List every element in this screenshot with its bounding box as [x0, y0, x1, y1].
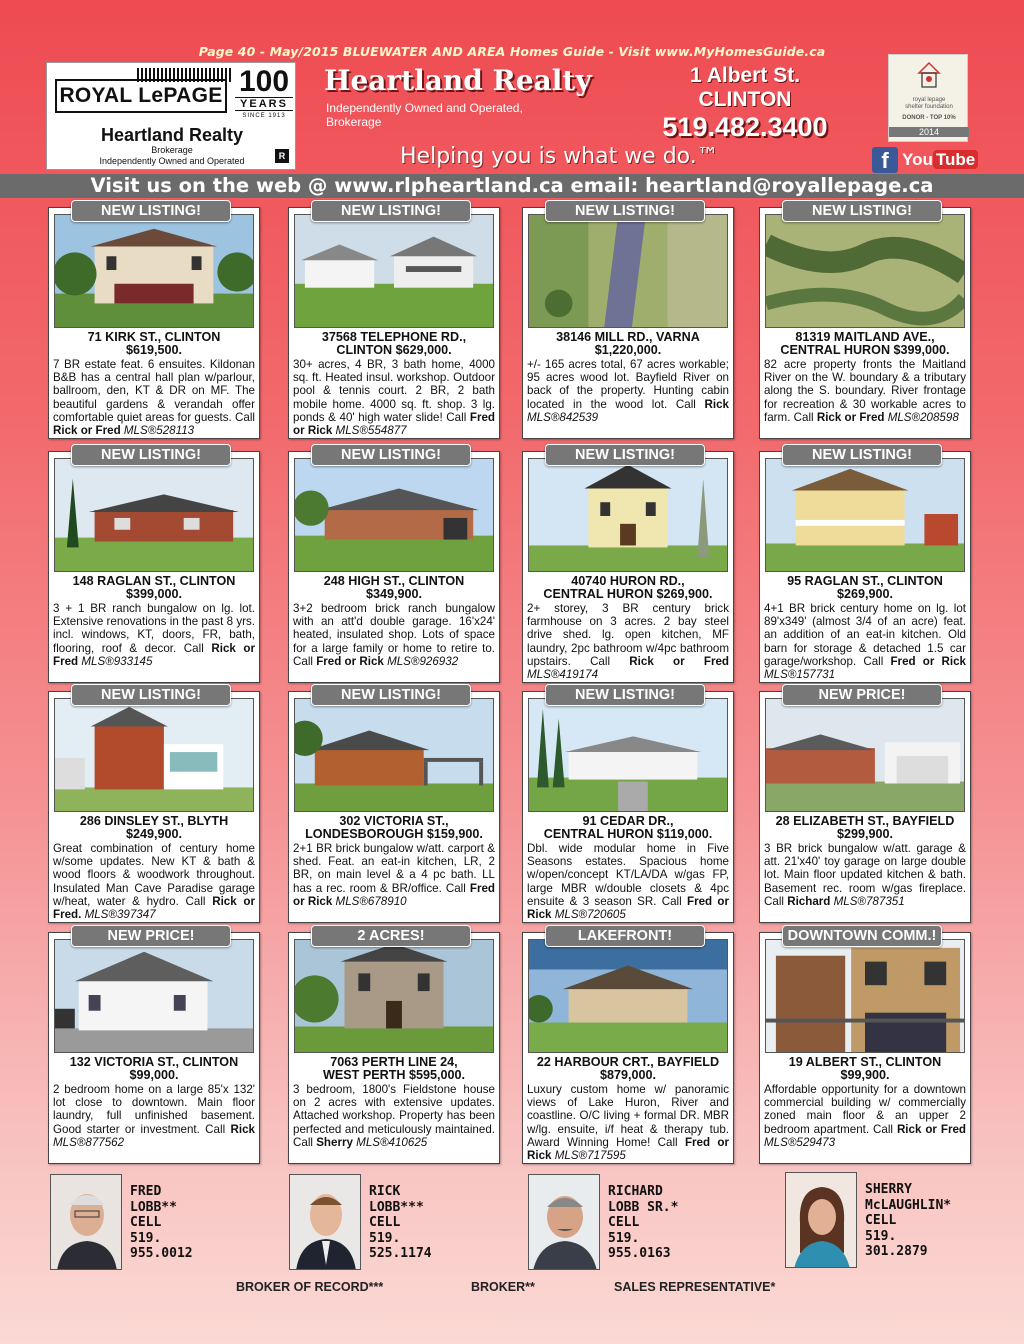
- listing-title: [53, 815, 255, 841]
- listing-photo[interactable]: [54, 458, 254, 572]
- listing-tag: NEW LISTING!: [71, 200, 231, 222]
- listing-description: [527, 1083, 729, 1162]
- listing-mls: MLS®717595: [551, 1149, 626, 1163]
- listing-tag: NEW LISTING!: [545, 444, 705, 466]
- listing-card[interactable]: [288, 203, 500, 439]
- listing-contact: Richard: [787, 894, 831, 908]
- agent-info: [130, 1184, 230, 1262]
- listing-address: 248 HIGH ST., CLINTON: [323, 574, 465, 588]
- listing-card[interactable]: [288, 928, 500, 1164]
- listing-title: [527, 1056, 729, 1082]
- listing-contact: Sherry: [316, 1135, 353, 1149]
- agent-photo: [785, 1172, 857, 1268]
- listing-body: Luxury custom home w/ panoramic views of Lake Huron, River and coastline. O/C living + formal DR. MBR w/lg. ensuite, i/f heat & therapy tub. Award Winning Home! Call: [527, 1083, 729, 1149]
- listing-card[interactable]: [48, 928, 260, 1164]
- listing-contact: Rick or Fred: [629, 654, 730, 668]
- listing-photo[interactable]: [294, 939, 494, 1053]
- listing-title: [764, 815, 966, 841]
- page-header: Page 40 - May/2015 BLUEWATER AND AREA Homes Guide - Visit www.MyHomesGuide.ca: [198, 44, 826, 59]
- listing-address: 19 ALBERT ST., CLINTON: [788, 1055, 942, 1069]
- listing-tag: LAKEFRONT!: [545, 925, 705, 947]
- listing-contact: Rick or Fred: [53, 641, 255, 668]
- listing-photo[interactable]: [294, 458, 494, 572]
- listing-mls: MLS®397347: [81, 908, 156, 922]
- listing-mls: MLS®933145: [78, 654, 153, 668]
- agent-phone[interactable]: 525.1174: [369, 1246, 432, 1262]
- listing-description: [764, 602, 966, 681]
- listing-body: Great combination of century home w/some updates. New KT & bath & wood floors & woodwork throughout. Insulated Man Cave Paradise garage w/heat, water & hydro. Call: [53, 842, 255, 908]
- listing-description: [293, 602, 495, 668]
- listing-tag: 2 ACRES!: [311, 925, 471, 947]
- agent-last: LOBB***: [369, 1199, 424, 1215]
- shelter-foundation-badge: [888, 54, 968, 142]
- listing-address: 7063 PERTH LINE 24,: [330, 1055, 458, 1069]
- listing-price: $299,900.: [836, 827, 894, 841]
- tagline: Helping you is what we do.™: [400, 144, 719, 169]
- listing-card[interactable]: [522, 687, 734, 923]
- listing-title: [527, 331, 729, 357]
- listing-card[interactable]: [288, 687, 500, 923]
- listing-photo[interactable]: [54, 698, 254, 812]
- listing-mls: MLS®528113: [120, 424, 195, 438]
- agent-info: [369, 1184, 469, 1262]
- listing-description: [764, 358, 966, 424]
- agent-first: FRED: [130, 1184, 162, 1199]
- listing-title: [53, 575, 255, 601]
- listing-body: 30+ acres, 4 BR, 3 bath home, 4000 sq. ft. Heated insul. workshop. Outdoor pool & tennis court. 2 BR, 2 bath mobile home. 4000 sq. ft. shop. 3 lg. ponds & 40' high water slide! Call: [293, 358, 495, 424]
- listing-body: 2+1 BR brick bungalow w/att. carport & shed. Feat. an eat-in kitchen, LR, 2 BR, on main level & a 4 pc bath. LL has a rec. room & BR/office. Call: [293, 842, 495, 895]
- agent-area: 519.: [130, 1230, 162, 1246]
- listing-body: 2 bedroom home on a large 85'x 132' lot close to downtown. Main floor laundry, full unfinished basement. Good starter or investment. Call: [53, 1083, 255, 1136]
- listing-card[interactable]: [522, 928, 734, 1164]
- logo-company-name: Heartland Realty: [100, 125, 244, 145]
- listing-mls: MLS®842539: [527, 410, 599, 424]
- logo-years: YEARS: [235, 97, 293, 111]
- agent-phone[interactable]: 955.0163: [608, 1246, 671, 1262]
- logo-independent: Independently Owned and Operated: [99, 156, 245, 166]
- listing-description: [293, 1083, 495, 1149]
- agent-first: RICHARD: [608, 1184, 663, 1199]
- footer-sales-rep: SALES REPRESENTATIVE*: [614, 1280, 776, 1294]
- logo-brokerage: Brokerage: [151, 145, 193, 155]
- listing-body: Affordable opportunity for a downtown commercial building w/ commercially zoned main floor & an upper 2 bedroom apartment. Call: [764, 1083, 966, 1136]
- listing-tag: NEW LISTING!: [311, 444, 471, 466]
- address-line1: 1 Albert St.: [689, 64, 801, 87]
- listing-title: [764, 331, 966, 357]
- listing-card[interactable]: [48, 447, 260, 683]
- listing-tag: NEW LISTING!: [545, 200, 705, 222]
- listing-address: 302 VICTORIA ST.,: [339, 814, 449, 828]
- listing-price: $1,220,000.: [594, 343, 662, 357]
- listing-card[interactable]: [48, 203, 260, 439]
- agent-info: [865, 1182, 965, 1260]
- youtube-you: You: [902, 150, 933, 169]
- listing-mls: MLS®208598: [884, 410, 959, 424]
- agent-area: 519.: [369, 1230, 401, 1246]
- listing-contact: Fred or Rick: [316, 654, 384, 668]
- listing-contact: Fred or Rick: [293, 881, 495, 908]
- logo-hundred: 100: [238, 65, 290, 98]
- listing-price: CENTRAL HURON $269,900.: [543, 587, 713, 601]
- agent-cell-label: CELL: [369, 1215, 401, 1231]
- company-subtitle: [326, 101, 523, 129]
- listing-photo[interactable]: [528, 698, 728, 812]
- logo-brand: ROYAL LePAGE: [55, 79, 227, 113]
- shelter-name-2: shelter foundation: [905, 104, 953, 110]
- listing-address: 81319 MAITLAND AVE.,: [795, 330, 935, 344]
- listing-photo[interactable]: [765, 458, 965, 572]
- listing-price: LONDESBOROUGH $159,900.: [305, 827, 483, 841]
- shelter-name: [889, 97, 969, 122]
- listing-title: [293, 1056, 495, 1082]
- listing-body: 3 + 1 BR ranch bungalow on lg. lot. Extensive renovations in the past 8 yrs. incl. windows, KT, doors, FR, bath, flooring, roof & decor. Call: [53, 602, 255, 655]
- listing-body: +/- 165 acres total, 67 acres workable; 95 acres wood lot. Bayfield River on back of the property. Hunting cabin located in the wood lot. Call: [527, 358, 729, 411]
- office-address: [640, 64, 850, 112]
- listing-mls: MLS®529473: [764, 1135, 836, 1149]
- agent-area: 519.: [608, 1230, 640, 1246]
- listing-address: 148 RAGLAN ST., CLINTON: [72, 574, 236, 588]
- listing-card[interactable]: [759, 687, 971, 923]
- listing-title: [764, 1056, 966, 1082]
- listing-photo[interactable]: [765, 214, 965, 328]
- listing-address: 71 KIRK ST., CLINTON: [87, 330, 221, 344]
- footer-broker-of-record: BROKER OF RECORD***: [236, 1280, 384, 1294]
- listing-description: [764, 1083, 966, 1149]
- listing-description: [527, 358, 729, 424]
- listing-mls: MLS®419174: [527, 668, 599, 682]
- listing-contact: Rick or Fred: [816, 410, 885, 424]
- listing-mls: MLS®410625: [352, 1135, 428, 1149]
- listing-description: [293, 842, 495, 908]
- listing-photo[interactable]: [765, 939, 965, 1053]
- listing-tag: NEW PRICE!: [71, 925, 231, 947]
- listing-address: 91 CEDAR DR.,: [582, 814, 674, 828]
- company-sub1: Independently Owned and Operated,: [326, 101, 523, 115]
- listing-title: [293, 815, 495, 841]
- listing-price: $99,900.: [840, 1068, 890, 1082]
- listing-contact: Fred or Rick: [890, 654, 967, 668]
- listing-description: [53, 602, 255, 668]
- listing-title: [527, 815, 729, 841]
- web-contact-bar[interactable]: Visit us on the web @ www.rlpheartland.ca email: heartland@royallepage.ca: [0, 174, 1024, 198]
- listing-tag: NEW LISTING!: [71, 684, 231, 706]
- listing-description: [527, 842, 729, 921]
- listing-price: CENTRAL HURON $119,000.: [543, 827, 713, 841]
- listing-body: 3 bedroom, 1800's Fieldstone house on 2 acres with extensive updates. Attached workshop. Property has been perfected and meticulously maintained. Call: [293, 1083, 495, 1149]
- listing-mls: MLS®720605: [551, 908, 626, 922]
- listing-address: 28 ELIZABETH ST., BAYFIELD: [775, 814, 955, 828]
- listing-photo[interactable]: [294, 698, 494, 812]
- listing-price: $269,900.: [836, 587, 894, 601]
- facebook-icon[interactable]: f: [872, 147, 898, 173]
- listing-photo[interactable]: [54, 939, 254, 1053]
- listing-title: [527, 575, 729, 601]
- listing-address: 22 HARBOUR CRT., BAYFIELD: [536, 1055, 720, 1069]
- listing-photo[interactable]: [528, 458, 728, 572]
- listing-price: CENTRAL HURON $399,000.: [780, 343, 950, 357]
- listing-body: 3+2 bedroom brick ranch bungalow with an att'd double garage. 16'x24' heated, insulated shop. Lots of space for a large family or home to retire to. Call: [293, 602, 495, 668]
- listing-address: 132 VICTORIA ST., CLINTON: [69, 1055, 239, 1069]
- agent-photo: [289, 1174, 361, 1270]
- agent-cell-label: CELL: [130, 1215, 162, 1231]
- listing-card[interactable]: [759, 928, 971, 1164]
- listing-body: 2+ storey, 3 BR century brick farmhouse on 3 acres. 2 bay steel drive shed. lg. open kitchen, MF laundry, 2pc bathroom w/4pc bathroom upstairs. Call: [527, 602, 729, 668]
- company-sub2: Brokerage: [326, 115, 382, 129]
- listing-title: [764, 575, 966, 601]
- listing-mls: MLS®787351: [830, 894, 905, 908]
- realtor-mark-icon: R: [275, 149, 289, 163]
- listing-address: 37568 TELEPHONE RD.,: [321, 330, 467, 344]
- logo-since: SINCE 1913: [242, 113, 286, 119]
- listing-card[interactable]: [288, 447, 500, 683]
- listing-description: [53, 842, 255, 921]
- listing-description: [293, 358, 495, 437]
- listing-description: [53, 358, 255, 437]
- agent-info: [608, 1184, 708, 1262]
- listing-body: 4+1 BR brick century home on lg. lot 89'x349' (almost 3/4 of an acre) feat. an addition of an eat-in kitchen. Old barn for storage & detached 1.5 car garage/workshop. Call: [764, 602, 966, 668]
- listing-card[interactable]: [759, 447, 971, 683]
- listing-price: $399,000.: [125, 587, 183, 601]
- listing-description: [527, 602, 729, 681]
- agent-last: LOBB SR.*: [608, 1199, 679, 1215]
- listing-price: $619,500.: [125, 343, 183, 357]
- listing-contact: Rick or Fred.: [53, 894, 255, 922]
- listing-body: 3 BR brick bungalow w/att. garage & att. 21'x40' toy garage on large double lot. Main floor updated kitchen & bath. Basement rec. room w/gas fireplace. Call: [764, 842, 966, 908]
- listing-mls: MLS®678910: [332, 894, 407, 908]
- listing-title: [53, 1056, 255, 1082]
- listing-address: 286 DINSLEY ST., BLYTH: [79, 814, 229, 828]
- listing-contact: Fred or Rick: [293, 410, 495, 438]
- listing-address: 38146 MILL RD., VARNA: [556, 330, 700, 344]
- agent-last: LOBB**: [130, 1199, 177, 1215]
- agent-phone[interactable]: 301.2879: [865, 1244, 928, 1260]
- listing-price: $349,900.: [365, 587, 423, 601]
- listing-contact: Rick or Fred: [896, 1122, 966, 1136]
- listing-tag: NEW LISTING!: [311, 684, 471, 706]
- youtube-icon[interactable]: [900, 147, 976, 173]
- listing-contact: Rick: [704, 397, 729, 411]
- listing-description: [764, 842, 966, 908]
- listing-tag: NEW LISTING!: [71, 444, 231, 466]
- listing-mls: MLS®877562: [53, 1135, 125, 1149]
- listing-body: 82 acre property fronts the Maitland River on the W. boundary & a tributary along the S. boundary. River frontage for recreation & 30 workable acres to farm. Call: [764, 358, 966, 424]
- listing-tag: NEW LISTING!: [782, 444, 942, 466]
- footer-broker: BROKER**: [471, 1280, 535, 1294]
- listing-tag: NEW LISTING!: [311, 200, 471, 222]
- listing-price: $879,000.: [599, 1068, 657, 1082]
- listing-price: WEST PERTH $595,000.: [322, 1068, 466, 1082]
- agent-area: 519.: [865, 1228, 897, 1244]
- listing-body: 7 BR estate feat. 6 ensuites. Kildonan B&B has a central hall plan w/parlour, ballroom, den, KT & DR on MF. The beautiful gardens & verandah offer comfortable quiet areas for guests. Call: [53, 358, 255, 424]
- listing-mls: MLS®157731: [764, 668, 836, 682]
- listing-card[interactable]: [759, 203, 971, 439]
- listing-price: $249,900.: [125, 827, 183, 841]
- listing-photo[interactable]: [528, 939, 728, 1053]
- listing-mls: MLS®926932: [383, 654, 459, 668]
- listing-card[interactable]: [48, 687, 260, 923]
- listing-address: 95 RAGLAN ST., CLINTON: [787, 574, 943, 588]
- office-phone: 519.482.3400: [662, 112, 828, 142]
- agent-photo: [528, 1174, 600, 1270]
- listing-price: CLINTON $629,000.: [336, 343, 452, 357]
- listing-tag: DOWNTOWN COMM.!: [782, 925, 942, 947]
- agent-last: McLAUGHLIN*: [865, 1197, 952, 1213]
- shelter-rank: DONOR - TOP 10%: [902, 115, 956, 121]
- listing-title: [293, 331, 495, 357]
- address-line2: CLINTON: [698, 88, 792, 111]
- agent-first: SHERRY: [865, 1182, 912, 1197]
- listing-card[interactable]: [522, 447, 734, 683]
- royal-lepage-logo: [46, 62, 296, 170]
- listing-photo[interactable]: [528, 214, 728, 328]
- listing-contact: Fred or Rick: [527, 1135, 729, 1163]
- listing-title: [53, 331, 255, 357]
- listing-contact: Rick: [230, 1122, 255, 1136]
- listing-price: $99,000.: [129, 1068, 179, 1082]
- listing-address: 40740 HURON RD.,: [571, 574, 685, 588]
- listing-title: [293, 575, 495, 601]
- listing-card[interactable]: [522, 203, 734, 439]
- youtube-tube: Tube: [933, 150, 978, 169]
- listing-photo[interactable]: [765, 698, 965, 812]
- listing-description: [53, 1083, 255, 1149]
- shelter-year: 2014: [889, 127, 969, 137]
- listing-mls: MLS®554877: [332, 424, 407, 438]
- house-icon: [917, 61, 941, 91]
- agent-phone[interactable]: 955.0012: [130, 1246, 193, 1262]
- company-title: Heartland Realty: [324, 64, 592, 97]
- listing-tag: NEW PRICE!: [782, 684, 942, 706]
- shelter-name-1: royal lepage: [912, 97, 946, 103]
- listing-photo[interactable]: [54, 214, 254, 328]
- listing-contact: Fred or Rick: [527, 894, 729, 922]
- agent-first: RICK: [369, 1184, 401, 1199]
- agent-cell-label: CELL: [865, 1213, 897, 1229]
- listing-tag: NEW LISTING!: [782, 200, 942, 222]
- agent-photo: [50, 1174, 122, 1270]
- listing-tag: NEW LISTING!: [545, 684, 705, 706]
- listing-contact: Rick or Fred: [53, 424, 121, 438]
- listing-photo[interactable]: [294, 214, 494, 328]
- agent-cell-label: CELL: [608, 1215, 640, 1231]
- listing-body: Dbl. wide modular home in Five Seasons estates. Spacious home w/open/concept KT/LA/DA w/gas FP, large MBR w/double closets & 4pc ensuite & 3 season SR. Call: [527, 842, 729, 908]
